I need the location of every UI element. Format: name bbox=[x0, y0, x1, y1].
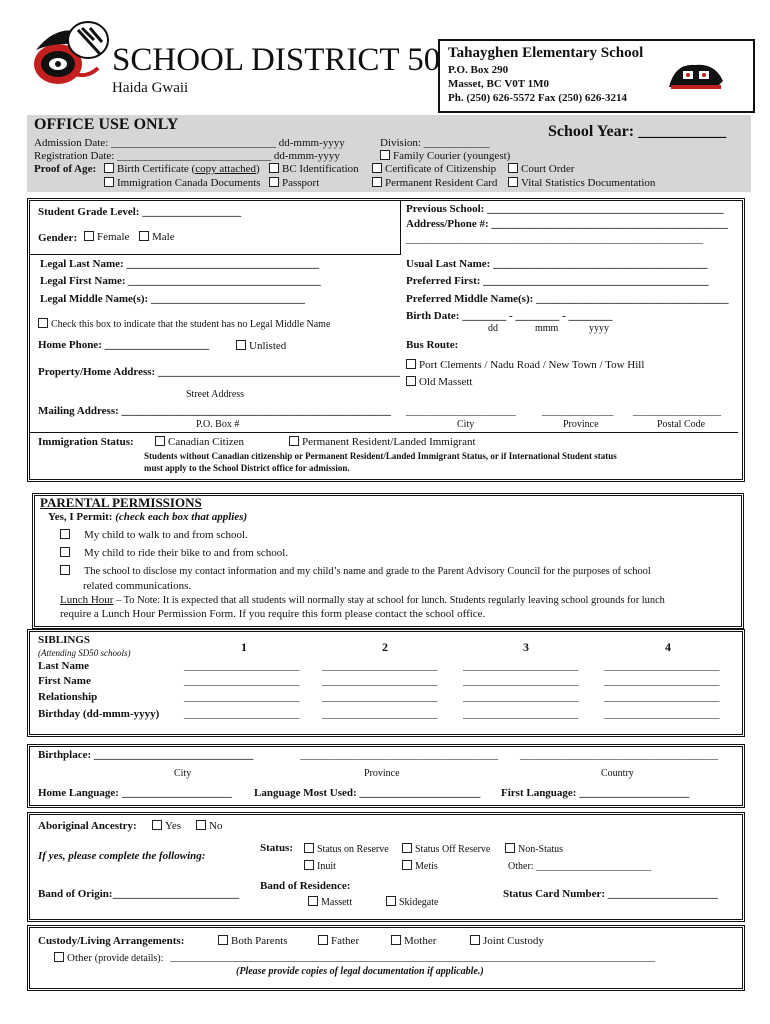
provide-details-label: (provide details): bbox=[94, 953, 164, 964]
sibling-col-1: 1 bbox=[241, 640, 247, 654]
district-logo bbox=[28, 14, 110, 97]
home-language-field[interactable]: Home Language: ____________________ bbox=[38, 787, 232, 799]
checkbox-icon bbox=[508, 163, 518, 173]
skidegate-checkbox[interactable] bbox=[386, 896, 438, 908]
other-custody-checkbox[interactable] bbox=[54, 952, 163, 964]
male-checkbox[interactable] bbox=[139, 231, 175, 243]
school-phone: Ph. (250) 626-5572 Fax (250) 626-3214 bbox=[448, 92, 628, 104]
aboriginal-no-checkbox[interactable] bbox=[196, 820, 222, 832]
inuit-label: Inuit bbox=[317, 861, 336, 872]
birth-date-dd-label: dd bbox=[488, 323, 498, 334]
sibling-3-field-2[interactable]: _____________________ bbox=[463, 675, 579, 687]
siblings-subtitle: (Attending SD50 schools) bbox=[38, 648, 131, 658]
checkbox-icon bbox=[304, 843, 314, 853]
birthplace-province-field[interactable]: ____________________________________ bbox=[300, 749, 498, 761]
checkbox-icon bbox=[308, 896, 318, 906]
pr-immigrant-label: Permanent Resident/Landed Immigrant bbox=[302, 436, 476, 448]
sibling-row-birthday: Birthday (dd-mmm-yyyy) bbox=[38, 708, 160, 720]
checkbox-icon bbox=[372, 163, 382, 173]
previous-school-field[interactable]: Previous School: ___________________________________________ bbox=[406, 203, 724, 215]
previous-school-divider bbox=[400, 201, 401, 255]
first-language-field[interactable]: First Language: ____________________ bbox=[501, 787, 690, 799]
sibling-1-field-4[interactable]: _____________________ bbox=[184, 708, 300, 720]
checkbox-icon bbox=[380, 150, 390, 160]
street-address-label: Street Address bbox=[186, 389, 245, 400]
no-middle-name-label: Check this box to indicate that the student has no Legal Middle Name bbox=[51, 319, 331, 330]
passport-label: Passport bbox=[282, 177, 320, 189]
skidegate-label: Skidegate bbox=[399, 897, 439, 908]
sibling-row-last-name: Last Name bbox=[38, 660, 90, 672]
permission-bike-label: My child to ride their bike to and from school. bbox=[84, 547, 289, 559]
checkbox-icon bbox=[470, 935, 480, 945]
aboriginal-ancestry-label: Aboriginal Ancestry: bbox=[38, 820, 137, 832]
bus-route-label: Bus Route: bbox=[406, 339, 459, 351]
both-parents-checkbox[interactable] bbox=[218, 935, 288, 947]
birth-certificate-checkbox[interactable] bbox=[104, 163, 260, 175]
status-on-reserve-checkbox[interactable] bbox=[304, 843, 389, 855]
legal-last-name-field[interactable]: Legal Last Name: ___________________________________ bbox=[40, 258, 319, 270]
unlisted-checkbox[interactable] bbox=[236, 340, 286, 352]
band-of-origin-field[interactable]: Band of Origin:_______________________ bbox=[38, 888, 240, 900]
family-courier-checkbox[interactable] bbox=[380, 150, 510, 162]
checkbox-icon bbox=[60, 529, 70, 539]
joint-custody-checkbox[interactable] bbox=[470, 935, 544, 947]
other-custody-details-field[interactable]: _________________________________________________________________________________________________ bbox=[170, 952, 655, 963]
sibling-2-field-3[interactable]: _____________________ bbox=[322, 691, 438, 703]
legal-first-name-field[interactable]: Legal First Name: ___________________________________ bbox=[40, 275, 321, 287]
sibling-col-4: 4 bbox=[665, 640, 671, 654]
killer-whale-logo-icon bbox=[665, 57, 727, 95]
no-middle-name-checkbox[interactable] bbox=[38, 318, 330, 330]
birthplace-city-field[interactable]: Birthplace: _____________________________ bbox=[38, 749, 254, 761]
checkbox-icon bbox=[218, 935, 228, 945]
city-field[interactable]: ____________________ bbox=[406, 405, 516, 417]
aboriginal-yes-checkbox[interactable] bbox=[152, 820, 181, 832]
court-order-checkbox[interactable] bbox=[508, 163, 574, 175]
mother-label: Mother bbox=[404, 935, 437, 947]
birthplace-province-label: Province bbox=[364, 768, 400, 779]
sibling-1-field-3[interactable]: _____________________ bbox=[184, 691, 300, 703]
status-label: Status: bbox=[260, 842, 294, 854]
proof-of-age-label: Proof of Age: bbox=[34, 163, 97, 175]
checkbox-icon bbox=[60, 547, 70, 557]
male-label: Male bbox=[152, 231, 175, 243]
sibling-2-field-1[interactable]: _____________________ bbox=[322, 660, 438, 672]
admission-date-field[interactable]: Admission Date: ______________________________ dd-mmm-yyyy bbox=[34, 137, 345, 149]
sibling-4-field-4[interactable]: _____________________ bbox=[604, 708, 720, 720]
family-courier-label: Family Courier (youngest) bbox=[393, 150, 511, 162]
checkbox-icon bbox=[54, 952, 64, 962]
checkbox-icon bbox=[38, 318, 48, 328]
checkbox-icon bbox=[269, 163, 279, 173]
checkbox-icon bbox=[236, 340, 246, 350]
bc-id-label: BC Identification bbox=[282, 163, 359, 175]
sibling-4-field-2[interactable]: _____________________ bbox=[604, 675, 720, 687]
bus-route-option-label: Port Clements / Nadu Road / New Town / Tow Hill bbox=[419, 359, 645, 371]
siblings-title: SIBLINGS bbox=[38, 634, 90, 646]
address-phone-field[interactable]: Address/Phone #: ___________________________________________ bbox=[406, 218, 728, 230]
permission-walk-label: My child to walk to and from school. bbox=[84, 529, 248, 541]
city-label: City bbox=[457, 419, 475, 430]
permission-bike-checkbox[interactable] bbox=[60, 547, 288, 559]
passport-checkbox[interactable] bbox=[269, 177, 319, 189]
lunch-hour-note-cont: require a Lunch Hour Permission Form. If you require this form please contact the school office. bbox=[60, 608, 486, 620]
po-box-label: P.O. Box # bbox=[196, 419, 240, 430]
non-status-checkbox[interactable] bbox=[505, 843, 563, 855]
sibling-4-field-1[interactable]: _____________________ bbox=[604, 660, 720, 672]
permission-disclose-label-cont: related communications. bbox=[83, 580, 192, 592]
grade-level-field[interactable]: Student Grade Level: __________________ bbox=[38, 206, 242, 218]
property-address-field[interactable]: Property/Home Address: ____________________________________________ bbox=[38, 366, 400, 378]
massett-label: Massett bbox=[321, 897, 353, 908]
division-field[interactable]: Division: ____________ bbox=[380, 137, 490, 149]
bus-route-option-old-massett[interactable] bbox=[406, 376, 472, 388]
copy-attached-label: copy attached bbox=[195, 163, 256, 175]
registration-date-field[interactable]: Registration Date: ____________________________ dd-mmm-yyyy bbox=[34, 150, 340, 162]
school-info-box bbox=[438, 39, 755, 113]
checkbox-icon bbox=[402, 860, 412, 870]
aboriginal-yes-label: Yes bbox=[165, 820, 182, 832]
preferred-middle-field[interactable]: Preferred Middle Name(s): ___________________________________ bbox=[406, 293, 729, 305]
vital-stats-checkbox[interactable] bbox=[508, 177, 655, 189]
checkbox-icon bbox=[289, 436, 299, 446]
sibling-1-field-2[interactable]: _____________________ bbox=[184, 675, 300, 687]
custody-label: Custody/Living Arrangements: bbox=[38, 935, 185, 947]
postal-code-field[interactable]: ________________ bbox=[633, 405, 721, 417]
immigration-note-line2: must apply to the School District office for admission. bbox=[144, 463, 350, 473]
aboriginal-no-label: No bbox=[209, 820, 223, 832]
sibling-3-field-4[interactable]: _____________________ bbox=[463, 708, 579, 720]
checkbox-icon bbox=[406, 359, 416, 369]
father-checkbox[interactable] bbox=[318, 935, 359, 947]
yes-permit-text: Yes, I Permit: bbox=[48, 511, 113, 523]
checkbox-icon bbox=[152, 820, 162, 830]
immigration-status-label: Immigration Status: bbox=[38, 436, 134, 448]
language-most-used-field[interactable]: Language Most Used: ______________________ bbox=[254, 787, 481, 799]
province-label: Province bbox=[563, 419, 599, 430]
sibling-2-field-2[interactable]: _____________________ bbox=[322, 675, 438, 687]
female-checkbox[interactable] bbox=[84, 231, 129, 243]
office-title: OFFICE USE ONLY bbox=[34, 116, 179, 133]
postal-code-label: Postal Code bbox=[657, 419, 706, 430]
birthplace-city-label: City bbox=[174, 768, 192, 779]
female-label: Female bbox=[97, 231, 130, 243]
school-year-field[interactable]: School Year: ___________ bbox=[548, 123, 727, 140]
checkbox-icon bbox=[406, 376, 416, 386]
sibling-4-field-3[interactable]: _____________________ bbox=[604, 691, 720, 703]
birth-date-field[interactable]: Birth Date: ________ - ________ - ________ bbox=[406, 310, 613, 322]
immigration-note-line1: Students without Canadian citizenship or Permanent Resident/Landed Immigrant Status, or if International Student status bbox=[144, 451, 617, 461]
sibling-3-field-3[interactable]: _____________________ bbox=[463, 691, 579, 703]
school-logo bbox=[665, 57, 727, 100]
lunch-hour-note bbox=[60, 594, 665, 606]
checkbox-icon bbox=[508, 177, 518, 187]
joint-custody-label: Joint Custody bbox=[483, 935, 544, 947]
check-each-note: (check each box that applies) bbox=[115, 511, 248, 523]
father-label: Father bbox=[331, 935, 360, 947]
sibling-row-relationship: Relationship bbox=[38, 691, 98, 703]
sibling-1-field-1[interactable]: _____________________ bbox=[184, 660, 300, 672]
birth-certificate-label: Birth Certificate ( bbox=[117, 163, 196, 175]
unlisted-label: Unlisted bbox=[249, 340, 287, 352]
mailing-address-field[interactable]: Mailing Address: _________________________________________________ bbox=[38, 405, 392, 417]
usual-last-name-field[interactable]: Usual Last Name: _______________________________________ bbox=[406, 258, 708, 270]
bus-route-option-port-clements[interactable] bbox=[406, 359, 644, 371]
checkbox-icon bbox=[386, 896, 396, 906]
inuit-checkbox[interactable] bbox=[304, 860, 336, 872]
non-status-label: Non-Status bbox=[518, 844, 563, 855]
permissions-title: PARENTAL PERMISSIONS bbox=[40, 495, 202, 510]
metis-checkbox[interactable] bbox=[402, 860, 438, 872]
metis-label: Metis bbox=[415, 861, 438, 872]
sibling-col-3: 3 bbox=[523, 640, 529, 654]
sibling-2-field-4[interactable]: _____________________ bbox=[322, 708, 438, 720]
status-off-reserve-checkbox[interactable] bbox=[402, 843, 490, 855]
province-field[interactable]: _____________ bbox=[542, 405, 614, 417]
sibling-3-field-1[interactable]: _____________________ bbox=[463, 660, 579, 672]
raven-logo-icon bbox=[28, 14, 110, 92]
yes-permit-label bbox=[48, 511, 247, 523]
both-parents-label: Both Parents bbox=[231, 935, 288, 947]
gender-label: Gender: bbox=[38, 232, 78, 244]
band-of-residence-label: Band of Residence: bbox=[260, 880, 351, 892]
status-off-reserve-label: Status Off Reserve bbox=[415, 844, 491, 855]
immigration-docs-label: Immigration Canada Documents bbox=[117, 177, 261, 189]
school-name: Tahayghen Elementary School bbox=[448, 45, 644, 61]
checkbox-icon bbox=[139, 231, 149, 241]
checkbox-icon bbox=[402, 843, 412, 853]
checkbox-icon bbox=[391, 935, 401, 945]
checkbox-icon bbox=[60, 565, 70, 575]
checkbox-icon bbox=[304, 860, 314, 870]
citizenship-cert-checkbox[interactable] bbox=[372, 163, 496, 175]
checkbox-icon bbox=[196, 820, 206, 830]
massett-checkbox[interactable] bbox=[308, 896, 352, 908]
checkbox-icon bbox=[505, 843, 515, 853]
district-subtitle: Haida Gwaii bbox=[112, 80, 189, 96]
if-yes-note: If yes, please complete the following: bbox=[38, 850, 206, 862]
immigration-divider bbox=[30, 432, 738, 433]
canadian-citizen-label: Canadian Citizen bbox=[168, 436, 245, 448]
checkbox-icon bbox=[155, 436, 165, 446]
canadian-citizen-checkbox[interactable] bbox=[155, 436, 244, 448]
pr-immigrant-checkbox[interactable] bbox=[289, 436, 476, 448]
checkbox-icon bbox=[104, 163, 114, 173]
school-address-line1: P.O. Box 290 bbox=[448, 64, 509, 76]
student-top-divider bbox=[30, 254, 401, 255]
checkbox-icon bbox=[84, 231, 94, 241]
bc-id-checkbox[interactable] bbox=[269, 163, 359, 175]
sibling-row-first-name: First Name bbox=[38, 675, 91, 687]
legal-middle-name-field[interactable]: Legal Middle Name(s): ____________________________ bbox=[40, 293, 305, 305]
address-phone-blank[interactable]: ______________________________________________________ bbox=[406, 233, 703, 245]
lunch-hour-label: Lunch Hour bbox=[60, 594, 114, 606]
pr-card-label: Permanent Resident Card bbox=[385, 177, 498, 189]
status-card-field[interactable]: Status Card Number: ____________________ bbox=[503, 888, 718, 900]
checkbox-icon bbox=[318, 935, 328, 945]
school-address-line2: Masset, BC V0T 1M0 bbox=[448, 78, 550, 90]
checkbox-icon bbox=[104, 177, 114, 187]
birth-date-mmm-label: mmm bbox=[535, 323, 559, 334]
district-title: SCHOOL DISTRICT 50 bbox=[112, 42, 441, 78]
vital-stats-label: Vital Statistics Documentation bbox=[521, 177, 656, 189]
permission-disclose-label: The school to disclose my contact information and my child’s name and grade to the Parent Advisory Council for the purposes of school bbox=[84, 566, 651, 577]
citizenship-cert-label: Certificate of Citizenship bbox=[385, 163, 497, 175]
mother-checkbox[interactable] bbox=[391, 935, 436, 947]
birthplace-country-label: Country bbox=[601, 768, 634, 779]
birth-certificate-suffix: ) bbox=[255, 163, 260, 175]
pr-card-checkbox[interactable] bbox=[372, 177, 497, 189]
lunch-hour-text: – To Note: It is expected that all students will normally stay at school for lunch. Students regularly leaving school grounds for lunch bbox=[113, 595, 665, 606]
checkbox-icon bbox=[269, 177, 279, 187]
permission-walk-checkbox[interactable] bbox=[60, 529, 248, 541]
home-phone-field[interactable]: Home Phone: ___________________ bbox=[38, 339, 210, 351]
other-custody-label: Other bbox=[67, 952, 93, 964]
birthplace-country-field[interactable]: ____________________________________ bbox=[520, 749, 718, 761]
checkbox-icon bbox=[372, 177, 382, 187]
preferred-first-field[interactable]: Preferred First: _________________________________________ bbox=[406, 275, 709, 287]
birth-date-yyyy-label: yyyy bbox=[589, 323, 609, 334]
permission-disclose-checkbox[interactable] bbox=[60, 565, 651, 577]
bus-route-option-label: Old Massett bbox=[419, 376, 473, 388]
other-status-field[interactable]: Other: _______________________ bbox=[508, 861, 652, 872]
immigration-docs-checkbox[interactable] bbox=[104, 177, 261, 189]
sibling-col-2: 2 bbox=[382, 640, 388, 654]
court-order-label: Court Order bbox=[521, 163, 575, 175]
legal-docs-note: (Please provide copies of legal documentation if applicable.) bbox=[236, 966, 484, 977]
status-on-reserve-label: Status on Reserve bbox=[317, 844, 389, 855]
